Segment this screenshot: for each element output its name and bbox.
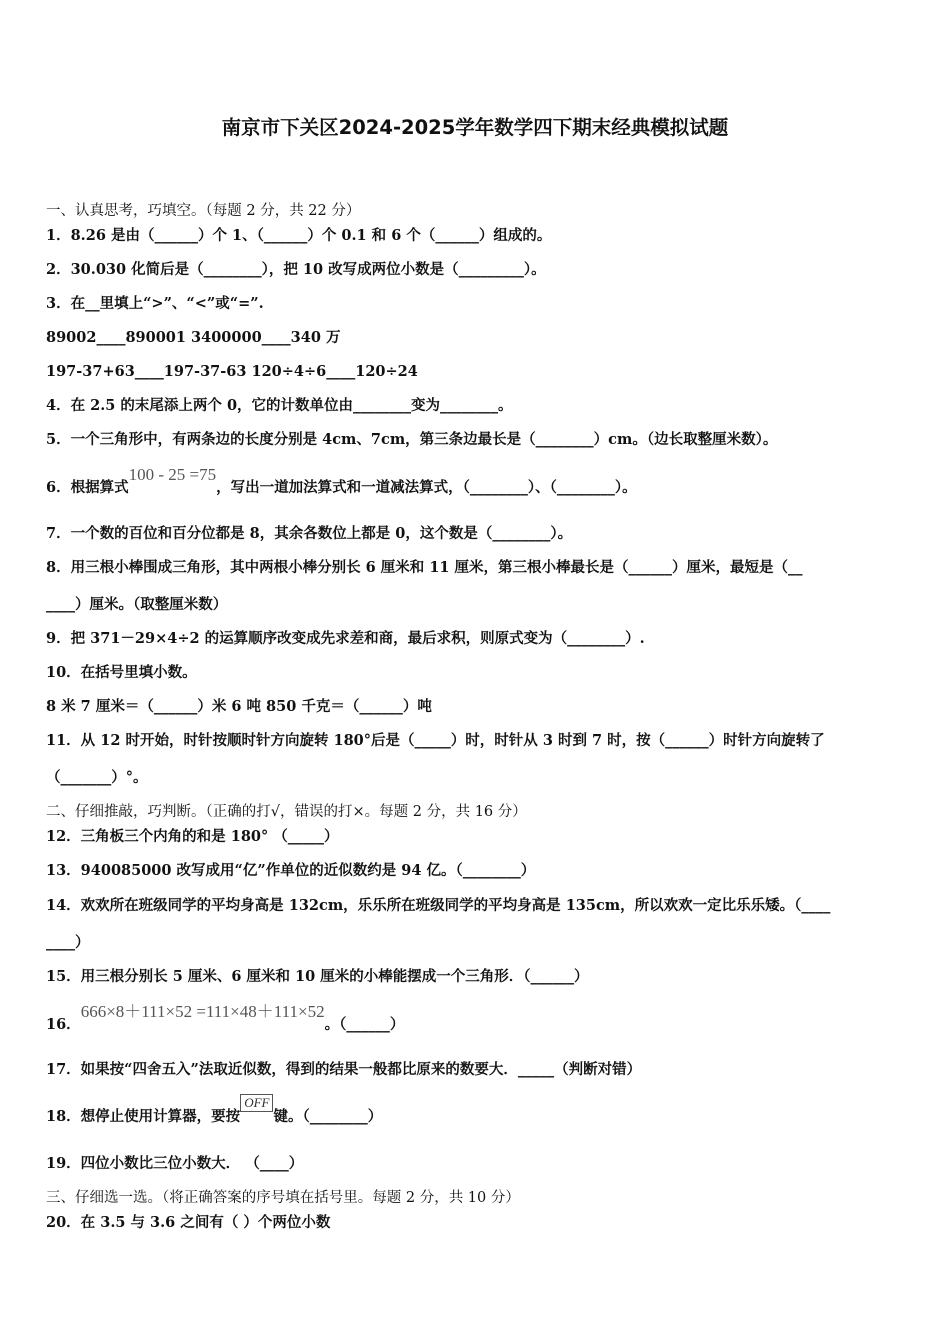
- question-9: 9．把 371－29×4÷2 的运算顺序改变成先求差和商，最后求积，则原式变为（________）.: [46, 630, 645, 647]
- page-title: 南京市下关区2024-2025学年数学四下期末经典模拟试题: [221, 116, 729, 139]
- question-8-cont: ____）厘米。（取整厘米数）: [46, 596, 228, 613]
- question-16-formula: 666×8＋111×52 =111×48＋111×52: [80, 1002, 325, 1021]
- question-14-cont: ____）: [46, 934, 90, 951]
- question-6-lead: 6．根据算式: [46, 479, 129, 496]
- question-18: [46, 1095, 383, 1127]
- question-16-tail: 。（______）: [324, 1016, 405, 1033]
- question-14: 14．欢欢所在班级同学的平均身高是 132cm，乐乐所在班级同学的平均身高是 135cm，所以欢欢一定比乐乐矮。（____: [46, 897, 831, 914]
- question-7: 7．一个数的百位和百分位都是 8，其余各数位上都是 0，这个数是（________）。: [46, 525, 573, 542]
- question-3-row-1: 89002____890001 3400000____340 万: [46, 329, 341, 346]
- question-1: 1．8.26 是由（______）个 1、（______）个 0.1 和 6 个（______）组成的。: [46, 227, 552, 244]
- question-12: 12．三角板三个内角的和是 180° （_____）: [46, 828, 339, 845]
- question-8: 8．用三根小棒围成三角形，其中两根小棒分别长 6 厘米和 11 厘米，第三根小棒最长是（______）厘米，最短是（__: [46, 559, 803, 576]
- section-1-heading: 一、认真思考，巧填空。（每题 2 分，共 22 分）: [46, 203, 361, 219]
- question-16: [46, 1002, 405, 1035]
- question-6-formula: 100 - 25 =75: [128, 465, 217, 484]
- question-11-cont: （_______）°。: [46, 769, 148, 786]
- question-10-row: 8 米 7 厘米＝（______）米 6 吨 850 千克＝（______）吨: [46, 698, 432, 715]
- question-16-lead: 16．: [46, 1016, 81, 1033]
- question-19: 19．四位小数比三位小数大． （____）: [46, 1155, 304, 1172]
- question-3: 3．在__里填上“>”、“<”或“=”.: [46, 295, 264, 312]
- question-2: 2．30.030 化简后是（________），把 10 改写成两位小数是（_________）。: [46, 261, 546, 278]
- question-4: 4．在 2.5 的末尾添上两个 0，它的计数单位由________变为________。: [46, 397, 513, 414]
- question-18-lead: 18．想停止使用计算器，要按: [46, 1108, 241, 1125]
- question-13: 13．940085000 改写成用“亿”作单位的近似数约是 94 亿。（________）: [46, 862, 536, 879]
- off-key-icon: OFF: [240, 1094, 273, 1112]
- question-10: 10．在括号里填小数。: [46, 664, 197, 681]
- question-17: 17．如果按“四舍五入”法取近似数，得到的结果一般都比原来的数要大．_____（判断对错）: [46, 1061, 642, 1078]
- question-20: 20．在 3.5 与 3.6 之间有（ ）个两位小数: [46, 1214, 331, 1231]
- question-11: 11．从 12 时开始，时针按顺时针方向旋转 180°后是（_____）时，时针从 3 时到 7 时，按（______）时针方向旋转了: [46, 732, 825, 749]
- question-5: 5．一个三角形中，有两条边的长度分别是 4cm、7cm，第三条边最长是（________）cm。（边长取整厘米数）。: [46, 431, 778, 448]
- question-3-row-2: 197-37+63____197-37-63 120÷4÷6____120÷24: [46, 363, 418, 380]
- question-18-tail: 键。（________）: [273, 1108, 383, 1125]
- question-6-tail: ，写出一道加法算式和一道减法算式，（________）、（________）。: [216, 479, 637, 496]
- question-6: [46, 465, 637, 498]
- question-15: 15．用三根分别长 5 厘米、6 厘米和 10 厘米的小棒能摆成一个三角形．（______）: [46, 968, 589, 985]
- section-3-heading: 三、仔细选一选。（将正确答案的序号填在括号里。每题 2 分，共 10 分）: [46, 1190, 520, 1206]
- section-2-heading: 二、仔细推敲，巧判断。（正确的打√，错误的打×。每题 2 分，共 16 分）: [46, 804, 527, 820]
